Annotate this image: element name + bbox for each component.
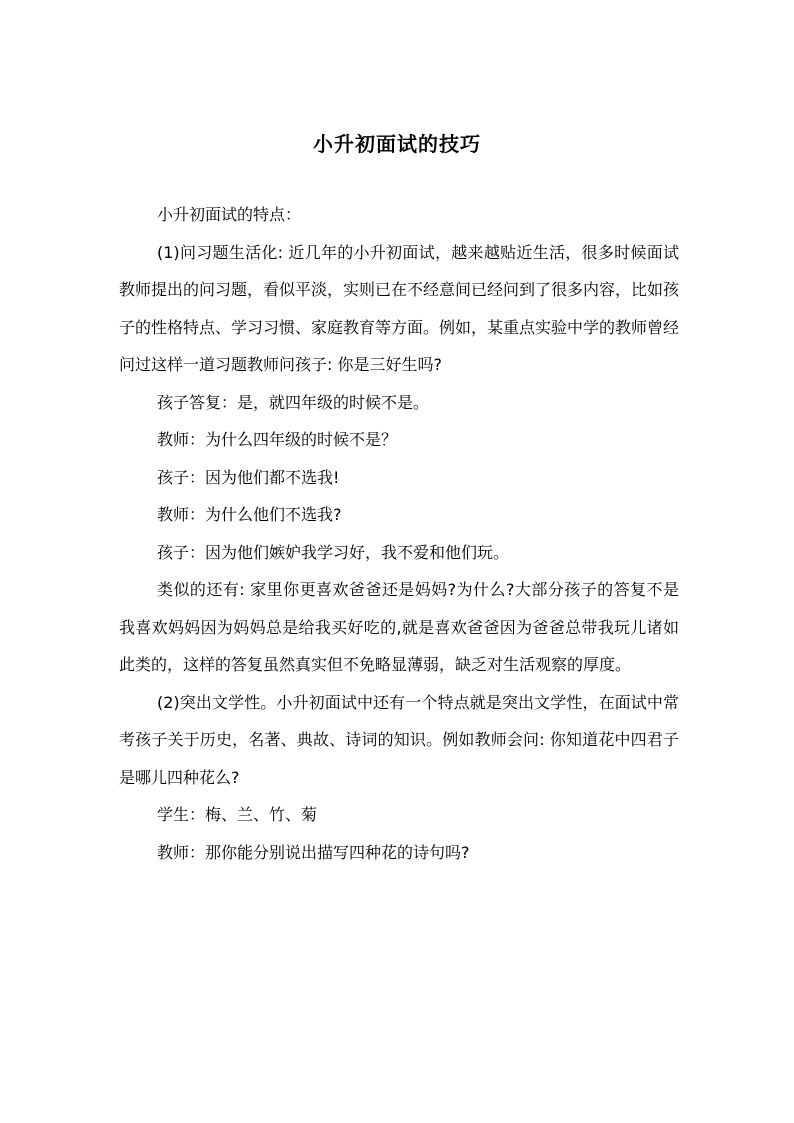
- paragraph-dialogue-2: 教师：为什么四年级的时候不是？: [157, 430, 398, 449]
- document-body: [119, 196, 679, 871]
- paragraph-dialogue-6: 学生：梅、兰、竹、菊: [157, 805, 318, 824]
- document-title: 小升初面试的技巧: [313, 132, 481, 156]
- paragraph-dialogue-3: 孩子：因为他们都不选我!: [157, 467, 340, 487]
- paragraph-point-1: (1)问习题生活化: 近几年的小升初面试，越来越贴近生活，很多时候面试教师提出的问习题，看似平淡，实则已在不经意间已经问到了很多内容，比如孩子的性格特点、学习习惯、家庭教育等方面。例如，某重点实验中学的教师曾经问过这样一道习题教师问孩子: 你是三好生吗?: [119, 242, 680, 374]
- paragraph-features-heading: 小升初面试的特点：: [157, 205, 302, 224]
- paragraph-point-2: (2)突出文学性。小升初面试中还有一个特点就是突出文学性，在面试中常考孩子关于历史，名著、典故、诗词的知识。例如教师会问: 你知道花中四君子是哪儿四种花么?: [119, 692, 679, 787]
- paragraph-dialogue-5: 孩子：因为他们嫉妒我学习好，我不爱和他们玩。: [157, 542, 510, 562]
- paragraph-dialogue-4: 教师：为什么他们不选我?: [157, 505, 342, 524]
- paragraph-dialogue-1: 孩子答复：是，就四年级的时候不是。: [157, 392, 430, 412]
- paragraph-similar-examples: 类似的还有: 家里你更喜欢爸爸还是妈妈?为什么?大部分孩子的答复不是我喜欢妈妈因为妈妈总是给我买好吃的,就是喜欢爸爸因为爸爸总带我玩儿诸如此类的，这样的答复虽然真实但不免略显薄弱，缺乏对生活观察的厚度。: [119, 580, 679, 674]
- paragraph-dialogue-7: 教师：那你能分别说出描写四种花的诗句吗?: [157, 842, 470, 862]
